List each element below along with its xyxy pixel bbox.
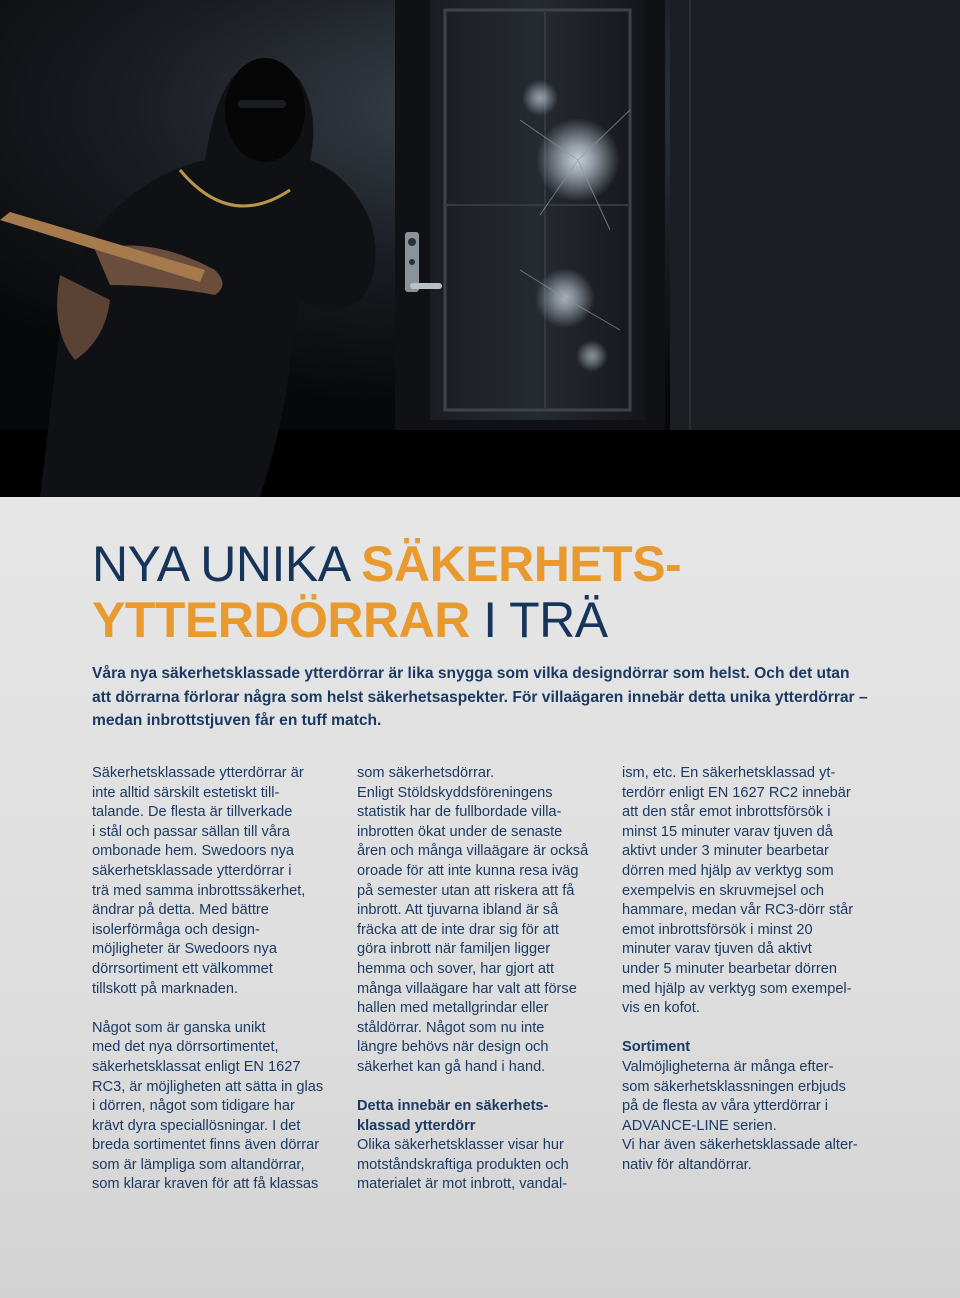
col3-line: terdörr enligt EN 1627 RC2 innebär (622, 784, 851, 801)
col1-line: dörrsortiment ett välkommet (92, 960, 273, 977)
col1-line: som klarar kraven för att få klassas (92, 1176, 319, 1193)
col3-line: vis en kofot. (622, 1000, 700, 1017)
col2-line: säkerhet kan gå hand i hand. (357, 1058, 546, 1075)
col1-line: RC3, är möjligheten att sätta in glas (92, 1078, 324, 1095)
col3-line: exempelvis en skruvmejsel och (622, 882, 824, 899)
col2-line: hallen med metallgrindar eller (357, 1000, 549, 1017)
text-column-1 (92, 764, 342, 1195)
col3-line: under 5 minuter bearbetar dörren (622, 960, 837, 977)
col2-subheading: Detta innebär en säkerhets- (357, 1098, 549, 1115)
col1-line: i dörren, något som tidigare har (92, 1098, 295, 1115)
col3-line: som säkerhetsklassningen erbjuds (622, 1078, 846, 1095)
col3-line: minst 15 minuter varav tjuven då (622, 823, 833, 840)
col2-line: göra inbrott när familjen ligger (357, 941, 551, 958)
col3-line: ism, etc. En säkerhetsklassad yt- (622, 765, 836, 781)
col1-line: säkerhetsklassade ytterdörrar i (92, 862, 292, 879)
col1-line: krävt dyra speciallösningar. I det (92, 1117, 301, 1134)
col1-line: tillskott på marknaden. (92, 980, 239, 997)
col1-line: Säkerhetsklassade ytterdörrar är (92, 765, 304, 781)
col1-line: som är lämpliga som altandörrar, (92, 1156, 305, 1173)
col2-line: motståndskraftiga produkten och (357, 1156, 569, 1173)
col3-line: minuter varav tjuven då aktivt (622, 941, 812, 958)
col2-line: materialet är mot inbrott, vandal- (357, 1176, 568, 1193)
col1-line: ändrar på detta. Med bättre (92, 902, 269, 919)
col3-line: Valmöjligheterna är många efter- (622, 1058, 834, 1075)
col3-line: Vi har även säkerhetsklassade alter- (622, 1137, 858, 1154)
col2-line: inbrott. Att tjuvarna ibland är så (357, 902, 559, 919)
col2-line: oroade för att inte kunna resa iväg (357, 862, 579, 879)
col1-line: isolerförmåga och design- (92, 921, 260, 938)
col1-line: Något som är ganska unikt (92, 1019, 266, 1036)
page-title (92, 536, 681, 648)
col3-line: nativ för altandörrar. (622, 1156, 752, 1173)
col2-line: hemma och sover, har gjort att (357, 960, 555, 977)
title-highlight-1: SÄKERHETS- (361, 536, 682, 592)
col2-line: Enligt Stöldskyddsföreningens (357, 784, 553, 801)
col1-line: möjligheter är Swedoors nya (92, 941, 277, 958)
col2-line: inbrotten ökat under de senaste (357, 823, 563, 840)
col2-line: som säkerhetsdörrar. (357, 765, 495, 781)
col3-line: aktivt under 3 minuter bearbetar (622, 843, 829, 860)
title-highlight-2: YTTERDÖRRAR (92, 592, 470, 648)
burglar-door-illustration (0, 0, 960, 497)
col3-line: hammare, medan vår RC3-dörr står (622, 902, 854, 919)
col3-line: att den står emot inbrottsförsök i (622, 804, 831, 821)
col1-line: ombonade hem. Swedoors nya (92, 843, 295, 860)
text-column-2 (357, 764, 607, 1195)
text-column-3 (622, 764, 872, 1175)
col1-line: i stål och passar sällan till våra (92, 823, 290, 840)
title-plain-2: I TRÄ (469, 592, 608, 648)
col2-line: fräcka att de inte drar sig för att (357, 921, 559, 938)
col2-line: längre behövs när design och (357, 1039, 549, 1056)
col3-line: med hjälp av verktyg som exempel- (622, 980, 852, 997)
col2-subheading: klassad ytterdörr (357, 1117, 476, 1134)
col3-line: dörren med hjälp av verktyg som (622, 862, 834, 879)
col1-line: säkerhetsklassat enligt EN 1627 (92, 1058, 301, 1075)
col2-line: många villaägare har valt att förse (357, 980, 577, 997)
col3-subheading: Sortiment (622, 1039, 691, 1056)
col1-line: trä med samma inbrottssäkerhet, (92, 882, 306, 899)
col2-line: Olika säkerhetsklasser visar hur (357, 1137, 564, 1154)
intro-paragraph: Våra nya säkerhetsklassade ytterdörrar är lika snygga som vilka designdörrar som helst. Och det utan att dörrarna förlorar några som helst säkerhetsaspekter. För villaägaren innebär detta unika ytterdörrar – medan inbrottstjuven får en tuff match. (92, 665, 868, 729)
col2-line: åren och många villaägare är också (357, 843, 589, 860)
col1-line: med det nya dörrsortimentet, (92, 1039, 279, 1056)
col1-line: inte alltid särskilt estetiskt till- (92, 784, 280, 801)
col3-line: ADVANCE-LINE serien. (622, 1117, 777, 1134)
col1-line: talande. De flesta är tillverkade (92, 804, 293, 821)
col1-line: breda sortimentet finns även dörrar (92, 1137, 320, 1154)
title-plain-1: NYA UNIKA (92, 536, 362, 592)
col2-line: ståldörrar. Något som nu inte (357, 1019, 545, 1036)
hero-photo (0, 0, 960, 497)
col3-line: på de flesta av våra ytterdörrar i (622, 1098, 829, 1115)
col2-line: statistik har de fullbordade villa- (357, 804, 562, 821)
col3-line: emot inbrottsförsök i minst 20 (622, 921, 813, 938)
col2-line: på semester utan att riskera att få (357, 882, 575, 899)
